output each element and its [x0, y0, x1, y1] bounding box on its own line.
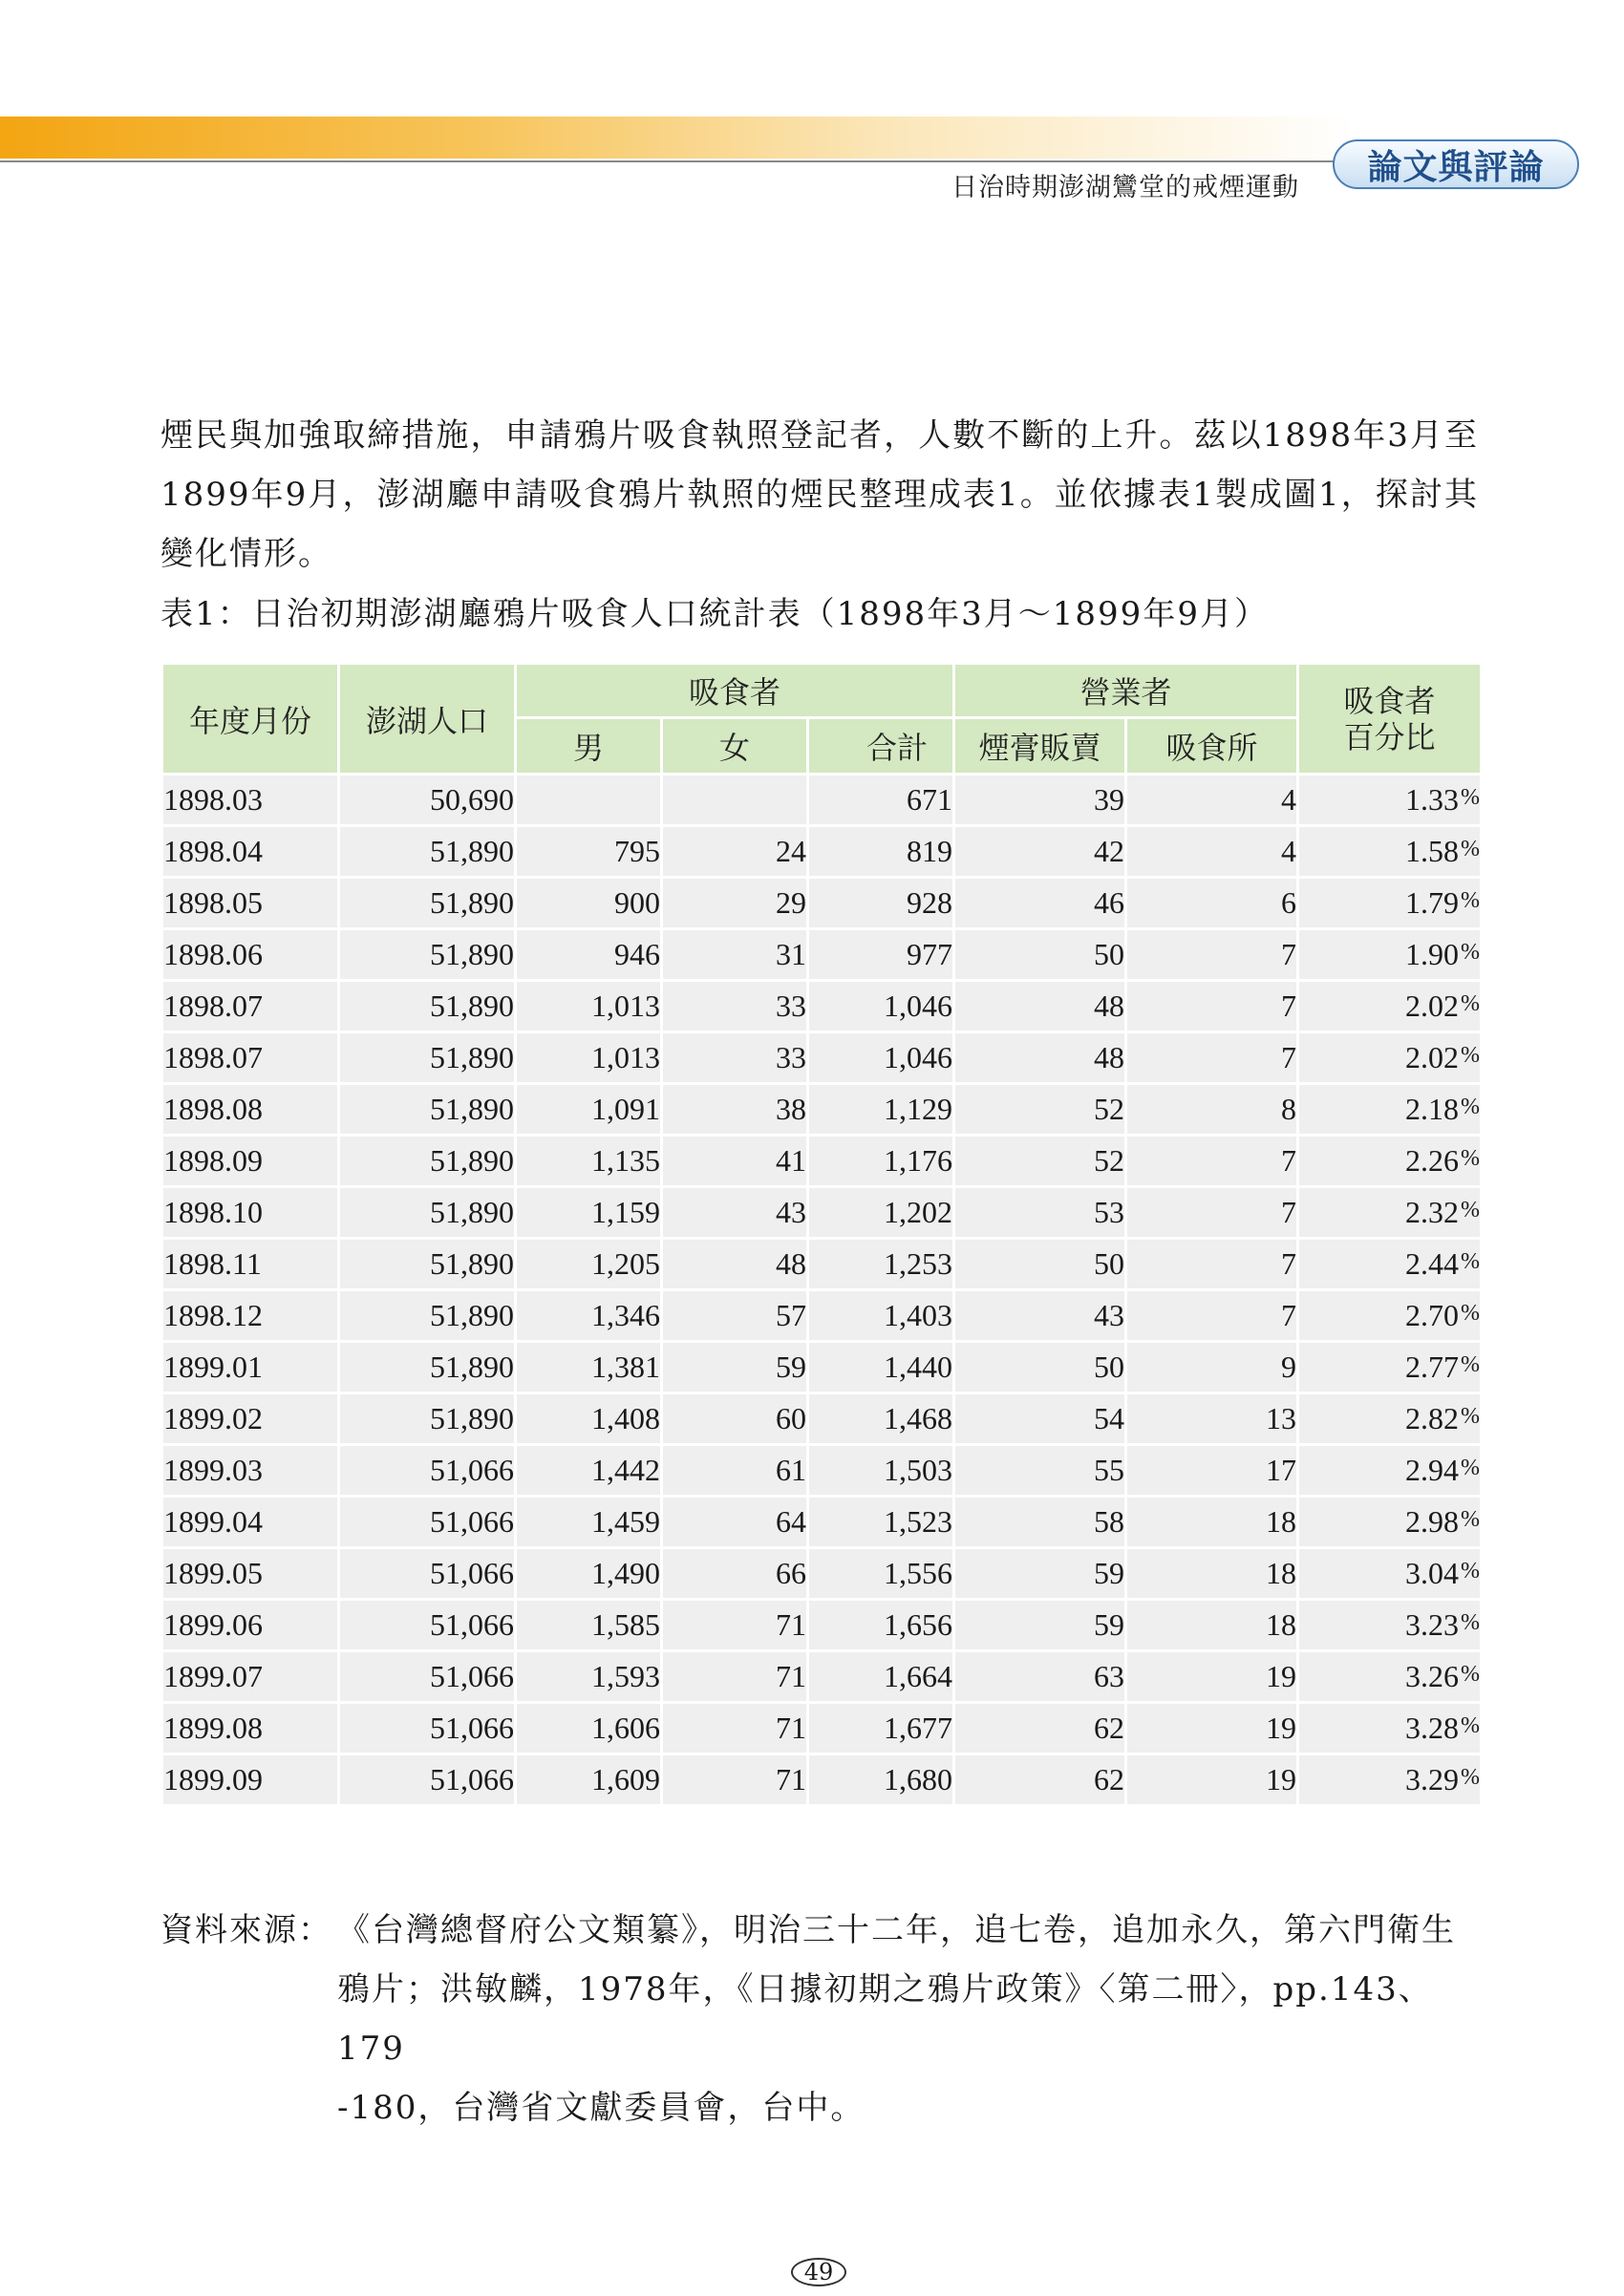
cell-period: 1899.09	[162, 1754, 339, 1806]
table-row	[162, 826, 1482, 878]
cell-total: 1,176	[808, 1136, 954, 1187]
cell-retail: 48	[954, 1032, 1126, 1084]
percent-unit: %	[1461, 1662, 1481, 1687]
cell-male: 1,442	[516, 1445, 662, 1497]
cell-population: 51,066	[339, 1703, 516, 1754]
cell-den: 8	[1126, 1084, 1298, 1136]
cell-retail: 62	[954, 1754, 1126, 1806]
cell-retail: 53	[954, 1187, 1126, 1239]
cell-female: 33	[662, 1032, 808, 1084]
percent-unit: %	[1461, 1301, 1481, 1326]
header-business-group: 營業者	[954, 664, 1298, 718]
cell-female: 57	[662, 1290, 808, 1342]
percent-unit: %	[1461, 1456, 1481, 1480]
cell-total: 1,129	[808, 1084, 954, 1136]
table-row	[162, 1497, 1482, 1548]
cell-den: 7	[1126, 929, 1298, 981]
cell-percent	[1298, 1754, 1482, 1806]
cell-retail: 59	[954, 1600, 1126, 1651]
cell-percent	[1298, 1239, 1482, 1290]
percent-value: 1.33	[1405, 782, 1460, 817]
cell-total: 819	[808, 826, 954, 878]
cell-female: 71	[662, 1651, 808, 1703]
cell-total: 1,468	[808, 1393, 954, 1445]
cell-population: 51,890	[339, 1342, 516, 1393]
cell-male: 1,013	[516, 981, 662, 1032]
cell-total: 1,046	[808, 1032, 954, 1084]
percent-value: 3.28	[1405, 1711, 1460, 1745]
percent-value: 3.29	[1405, 1762, 1460, 1796]
cell-female: 43	[662, 1187, 808, 1239]
cell-population: 51,890	[339, 826, 516, 878]
percent-unit: %	[1461, 1043, 1481, 1068]
table-row	[162, 1084, 1482, 1136]
cell-total: 1,556	[808, 1548, 954, 1600]
cell-den: 7	[1126, 1187, 1298, 1239]
cell-percent	[1298, 1445, 1482, 1497]
cell-male: 1,609	[516, 1754, 662, 1806]
cell-total: 977	[808, 929, 954, 981]
cell-female: 71	[662, 1600, 808, 1651]
cell-percent	[1298, 1290, 1482, 1342]
cell-total: 1,656	[808, 1600, 954, 1651]
table-caption: 表1：日治初期澎湖廳鴉片吸食人口統計表（1898年3月～1899年9月）	[160, 595, 1269, 633]
cell-female: 41	[662, 1136, 808, 1187]
opium-statistics-table	[160, 662, 1483, 1807]
cell-female: 59	[662, 1342, 808, 1393]
cell-den: 7	[1126, 1239, 1298, 1290]
cell-den: 7	[1126, 1290, 1298, 1342]
cell-period: 1898.05	[162, 878, 339, 929]
cell-retail: 39	[954, 775, 1126, 826]
percent-unit: %	[1461, 1249, 1481, 1274]
header-den: 吸食所	[1126, 718, 1298, 775]
cell-population: 51,890	[339, 929, 516, 981]
cell-period: 1898.06	[162, 929, 339, 981]
cell-period: 1899.07	[162, 1651, 339, 1703]
cell-population: 51,890	[339, 1032, 516, 1084]
cell-percent	[1298, 1187, 1482, 1239]
cell-den: 18	[1126, 1548, 1298, 1600]
percent-unit: %	[1461, 1095, 1481, 1119]
table-row	[162, 1445, 1482, 1497]
cell-retail: 42	[954, 826, 1126, 878]
cell-total: 928	[808, 878, 954, 929]
cell-total: 1,202	[808, 1187, 954, 1239]
cell-male: 1,585	[516, 1600, 662, 1651]
percent-value: 2.98	[1405, 1504, 1460, 1539]
cell-den: 4	[1126, 775, 1298, 826]
cell-percent	[1298, 1548, 1482, 1600]
cell-population: 51,890	[339, 878, 516, 929]
percent-value: 2.02	[1405, 989, 1460, 1023]
page-number: 49	[791, 2258, 846, 2286]
table-row	[162, 1651, 1482, 1703]
header-total: 合計	[808, 718, 954, 775]
cell-female: 66	[662, 1548, 808, 1600]
table-row	[162, 1393, 1482, 1445]
cell-male: 795	[516, 826, 662, 878]
cell-retail: 58	[954, 1497, 1126, 1548]
cell-retail: 62	[954, 1703, 1126, 1754]
cell-female: 29	[662, 878, 808, 929]
percent-value: 1.90	[1405, 937, 1460, 971]
cell-population: 51,066	[339, 1754, 516, 1806]
header-period: 年度月份	[162, 664, 339, 775]
percent-value: 2.32	[1405, 1195, 1460, 1229]
cell-population: 50,690	[339, 775, 516, 826]
cell-population: 51,066	[339, 1445, 516, 1497]
cell-den: 7	[1126, 981, 1298, 1032]
cell-total: 671	[808, 775, 954, 826]
cell-retail: 50	[954, 929, 1126, 981]
cell-period: 1899.08	[162, 1703, 339, 1754]
cell-retail: 55	[954, 1445, 1126, 1497]
cell-percent	[1298, 1600, 1482, 1651]
cell-period: 1899.02	[162, 1393, 339, 1445]
cell-female: 48	[662, 1239, 808, 1290]
header-percent-line2: 百分比	[1343, 718, 1436, 755]
cell-period: 1898.07	[162, 1032, 339, 1084]
cell-male: 946	[516, 929, 662, 981]
body-paragraph: 煙民與加強取締措施，申請鴉片吸食執照登記者，人數不斷的上升。茲以1898年3月至1899年9月，澎湖廳申請吸食鴉片執照的煙民整理成表1。並依據表1製成圖1，探討其變化情形。	[160, 416, 1479, 573]
percent-value: 2.18	[1405, 1092, 1460, 1126]
cell-retail: 43	[954, 1290, 1126, 1342]
cell-population: 51,890	[339, 1084, 516, 1136]
section-badge: 論文與評論	[1333, 139, 1579, 189]
table-row	[162, 1548, 1482, 1600]
cell-total: 1,440	[808, 1342, 954, 1393]
percent-unit: %	[1461, 940, 1481, 965]
source-line2: 鴉片；洪敏麟，1978年，《日據初期之鴉片政策》〈第二冊〉，pp.143、179	[337, 1970, 1433, 2068]
cell-percent	[1298, 1497, 1482, 1548]
cell-percent	[1298, 981, 1482, 1032]
cell-male: 1,159	[516, 1187, 662, 1239]
percent-value: 2.44	[1405, 1246, 1460, 1281]
cell-male: 1,606	[516, 1703, 662, 1754]
cell-female: 61	[662, 1445, 808, 1497]
cell-male: 1,091	[516, 1084, 662, 1136]
header-percent	[1298, 664, 1482, 775]
cell-female: 31	[662, 929, 808, 981]
source-line3: -180，台灣省文獻委員會，台中。	[337, 2089, 865, 2127]
source-label: 資料來源：	[160, 1911, 332, 1949]
cell-period: 1898.04	[162, 826, 339, 878]
cell-period: 1898.12	[162, 1290, 339, 1342]
cell-total: 1,503	[808, 1445, 954, 1497]
cell-population: 51,890	[339, 1239, 516, 1290]
cell-percent	[1298, 1136, 1482, 1187]
cell-percent	[1298, 1393, 1482, 1445]
table-row	[162, 775, 1482, 826]
percent-unit: %	[1461, 991, 1481, 1016]
cell-male: 1,490	[516, 1548, 662, 1600]
header-percent-line1: 吸食者	[1343, 682, 1436, 719]
percent-value: 2.94	[1405, 1453, 1460, 1487]
cell-male: 1,408	[516, 1393, 662, 1445]
cell-period: 1898.08	[162, 1084, 339, 1136]
cell-percent	[1298, 1084, 1482, 1136]
cell-den: 18	[1126, 1497, 1298, 1548]
cell-population: 51,066	[339, 1548, 516, 1600]
table-row	[162, 1187, 1482, 1239]
percent-unit: %	[1461, 785, 1481, 810]
cell-population: 51,890	[339, 1187, 516, 1239]
cell-retail: 54	[954, 1393, 1126, 1445]
cell-period: 1899.04	[162, 1497, 339, 1548]
cell-den: 19	[1126, 1754, 1298, 1806]
cell-den: 7	[1126, 1032, 1298, 1084]
cell-male: 1,135	[516, 1136, 662, 1187]
table-body	[162, 775, 1482, 1806]
cell-male: 1,346	[516, 1290, 662, 1342]
percent-value: 2.26	[1405, 1143, 1460, 1178]
percent-value: 2.02	[1405, 1040, 1460, 1074]
cell-percent	[1298, 1342, 1482, 1393]
cell-male	[516, 775, 662, 826]
cell-den: 4	[1126, 826, 1298, 878]
percent-value: 1.79	[1405, 885, 1460, 920]
percent-value: 2.70	[1405, 1298, 1460, 1332]
cell-population: 51,890	[339, 1136, 516, 1187]
cell-den: 7	[1126, 1136, 1298, 1187]
header-retail: 煙膏販賣	[954, 718, 1126, 775]
cell-total: 1,523	[808, 1497, 954, 1548]
cell-population: 51,890	[339, 981, 516, 1032]
cell-population: 51,890	[339, 1393, 516, 1445]
percent-unit: %	[1461, 837, 1481, 861]
header-male: 男	[516, 718, 662, 775]
cell-period: 1899.06	[162, 1600, 339, 1651]
cell-total: 1,253	[808, 1239, 954, 1290]
cell-population: 51,890	[339, 1290, 516, 1342]
percent-value: 3.23	[1405, 1607, 1460, 1642]
cell-den: 19	[1126, 1703, 1298, 1754]
cell-retail: 59	[954, 1548, 1126, 1600]
percent-unit: %	[1461, 888, 1481, 913]
cell-female: 71	[662, 1754, 808, 1806]
cell-retail: 50	[954, 1239, 1126, 1290]
cell-percent	[1298, 1032, 1482, 1084]
header-smokers-group: 吸食者	[516, 664, 954, 718]
cell-period: 1898.07	[162, 981, 339, 1032]
source-note	[160, 1901, 1479, 2137]
cell-period: 1899.05	[162, 1548, 339, 1600]
table-row	[162, 1342, 1482, 1393]
cell-retail: 46	[954, 878, 1126, 929]
cell-percent	[1298, 775, 1482, 826]
cell-retail: 63	[954, 1651, 1126, 1703]
percent-unit: %	[1461, 1404, 1481, 1429]
table-row	[162, 1754, 1482, 1806]
cell-male: 1,205	[516, 1239, 662, 1290]
cell-percent	[1298, 929, 1482, 981]
cell-total: 1,664	[808, 1651, 954, 1703]
table-row	[162, 1239, 1482, 1290]
cell-female: 71	[662, 1703, 808, 1754]
cell-population: 51,066	[339, 1600, 516, 1651]
table-row	[162, 1703, 1482, 1754]
cell-male: 1,013	[516, 1032, 662, 1084]
cell-female: 60	[662, 1393, 808, 1445]
percent-unit: %	[1461, 1507, 1481, 1532]
header-female: 女	[662, 718, 808, 775]
percent-unit: %	[1461, 1198, 1481, 1222]
table-row	[162, 981, 1482, 1032]
table-row	[162, 878, 1482, 929]
header-population: 澎湖人口	[339, 664, 516, 775]
table-row	[162, 1600, 1482, 1651]
table-row	[162, 1032, 1482, 1084]
cell-den: 6	[1126, 878, 1298, 929]
percent-value: 1.58	[1405, 834, 1460, 868]
cell-period: 1898.03	[162, 775, 339, 826]
percent-unit: %	[1461, 1610, 1481, 1635]
percent-value: 2.82	[1405, 1401, 1460, 1435]
cell-den: 13	[1126, 1393, 1298, 1445]
cell-retail: 52	[954, 1084, 1126, 1136]
cell-male: 1,593	[516, 1651, 662, 1703]
cell-female: 38	[662, 1084, 808, 1136]
cell-female: 33	[662, 981, 808, 1032]
table-row	[162, 1290, 1482, 1342]
cell-period: 1899.01	[162, 1342, 339, 1393]
cell-total: 1,680	[808, 1754, 954, 1806]
cell-male: 1,381	[516, 1342, 662, 1393]
cell-total: 1,046	[808, 981, 954, 1032]
percent-value: 3.26	[1405, 1659, 1460, 1693]
cell-den: 19	[1126, 1651, 1298, 1703]
cell-percent	[1298, 826, 1482, 878]
percent-unit: %	[1461, 1146, 1481, 1171]
cell-female: 64	[662, 1497, 808, 1548]
cell-percent	[1298, 1703, 1482, 1754]
cell-male: 1,459	[516, 1497, 662, 1548]
cell-den: 9	[1126, 1342, 1298, 1393]
percent-value: 2.77	[1405, 1350, 1460, 1384]
running-title: 日治時期澎湖鸞堂的戒煙運動	[951, 173, 1299, 202]
cell-female	[662, 775, 808, 826]
cell-retail: 48	[954, 981, 1126, 1032]
cell-period: 1899.03	[162, 1445, 339, 1497]
header-rule	[0, 160, 1357, 162]
cell-retail: 50	[954, 1342, 1126, 1393]
percent-unit: %	[1461, 1352, 1481, 1377]
cell-period: 1898.10	[162, 1187, 339, 1239]
cell-percent	[1298, 1651, 1482, 1703]
cell-period: 1898.09	[162, 1136, 339, 1187]
cell-retail: 52	[954, 1136, 1126, 1187]
source-line1: 《台灣總督府公文類纂》，明治三十二年，追七卷，追加永久，第六門衛生	[337, 1911, 1456, 1949]
cell-population: 51,066	[339, 1651, 516, 1703]
cell-den: 17	[1126, 1445, 1298, 1497]
cell-male: 900	[516, 878, 662, 929]
cell-total: 1,677	[808, 1703, 954, 1754]
cell-period: 1898.11	[162, 1239, 339, 1290]
cell-den: 18	[1126, 1600, 1298, 1651]
percent-unit: %	[1461, 1713, 1481, 1738]
table-row	[162, 1136, 1482, 1187]
cell-female: 24	[662, 826, 808, 878]
cell-percent	[1298, 878, 1482, 929]
percent-value: 3.04	[1405, 1556, 1460, 1590]
cell-total: 1,403	[808, 1290, 954, 1342]
percent-unit: %	[1461, 1559, 1481, 1584]
cell-population: 51,066	[339, 1497, 516, 1548]
percent-unit: %	[1461, 1765, 1481, 1790]
table-row	[162, 929, 1482, 981]
header-accent-bar	[0, 117, 1357, 159]
